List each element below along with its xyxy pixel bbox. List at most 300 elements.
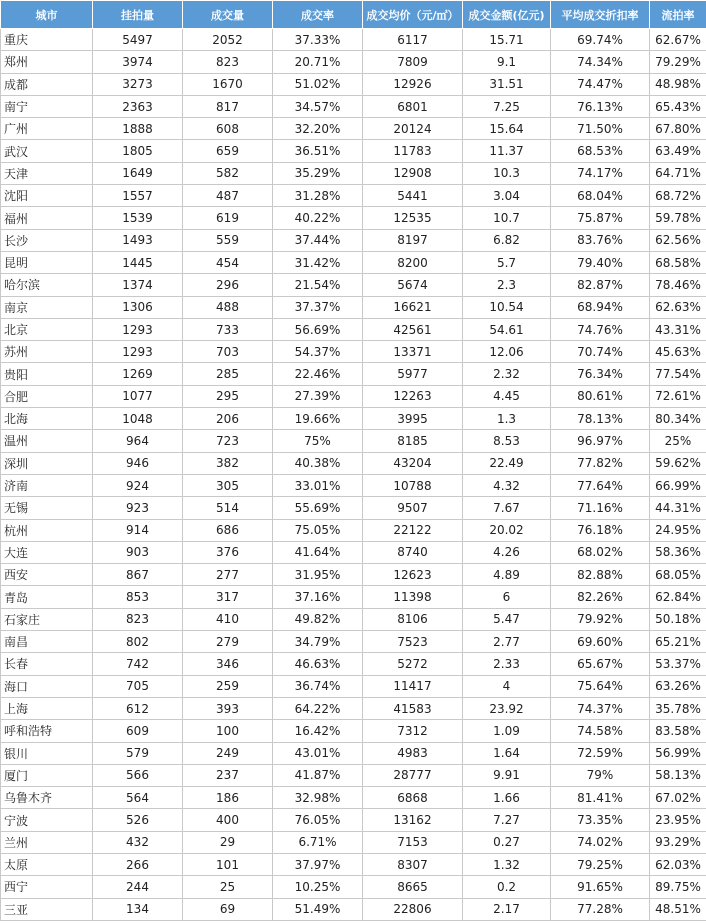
cell-avg-discount: 76.34%: [551, 363, 650, 385]
cell-sold-count: 2052: [183, 29, 273, 51]
cell-sale-rate: 37.16%: [273, 586, 363, 608]
cell-sale-rate: 21.54%: [273, 274, 363, 296]
cell-listed-count: 432: [93, 831, 183, 853]
cell-sale-rate: 75%: [273, 430, 363, 452]
cell-listed-count: 1293: [93, 341, 183, 363]
cell-avg-discount: 96.97%: [551, 430, 650, 452]
header-sold-count: 成交量: [183, 1, 273, 29]
cell-listed-count: 924: [93, 474, 183, 496]
cell-city: 三亚: [1, 898, 93, 920]
cell-turnover: 4: [463, 675, 551, 697]
table-row: [1, 675, 706, 697]
cell-avg-discount: 78.13%: [551, 408, 650, 430]
cell-city: 重庆: [1, 29, 93, 51]
cell-avg-discount: 81.41%: [551, 787, 650, 809]
cell-sale-rate: 34.79%: [273, 631, 363, 653]
cell-turnover: 15.64: [463, 118, 551, 140]
cell-listed-count: 266: [93, 853, 183, 875]
cell-unsold-rate: 66.99%: [650, 474, 706, 496]
cell-unsold-rate: 44.31%: [650, 497, 706, 519]
cell-listed-count: 946: [93, 452, 183, 474]
cell-unsold-rate: 45.63%: [650, 341, 706, 363]
cell-listed-count: 742: [93, 653, 183, 675]
cell-sold-count: 259: [183, 675, 273, 697]
cell-turnover: 31.51: [463, 73, 551, 95]
cell-avg-discount: 68.53%: [551, 140, 650, 162]
cell-unsold-rate: 43.31%: [650, 318, 706, 340]
cell-unsold-rate: 79.29%: [650, 51, 706, 73]
cell-sold-count: 206: [183, 408, 273, 430]
cell-avg-discount: 75.64%: [551, 675, 650, 697]
cell-avg-discount: 76.18%: [551, 519, 650, 541]
cell-avg-discount: 72.59%: [551, 742, 650, 764]
cell-avg-price: 12535: [363, 207, 463, 229]
cell-sold-count: 376: [183, 541, 273, 563]
header-avg-price: 成交均价（元/㎡）: [363, 1, 463, 29]
cell-turnover: 5.47: [463, 608, 551, 630]
cell-sale-rate: 6.71%: [273, 831, 363, 853]
cell-listed-count: 802: [93, 631, 183, 653]
table-row: [1, 274, 706, 296]
cell-sale-rate: 36.51%: [273, 140, 363, 162]
cell-city: 福州: [1, 207, 93, 229]
cell-sold-count: 296: [183, 274, 273, 296]
table-row: [1, 898, 706, 920]
table-row: [1, 541, 706, 563]
cell-turnover: 54.61: [463, 318, 551, 340]
cell-unsold-rate: 48.51%: [650, 898, 706, 920]
header-listed-count: 挂拍量: [93, 1, 183, 29]
cell-avg-discount: 73.35%: [551, 809, 650, 831]
cell-turnover: 6.82: [463, 229, 551, 251]
cell-sold-count: 454: [183, 251, 273, 273]
cell-avg-discount: 76.13%: [551, 95, 650, 117]
cell-avg-price: 11398: [363, 586, 463, 608]
cell-unsold-rate: 50.18%: [650, 608, 706, 630]
cell-turnover: 8.53: [463, 430, 551, 452]
table-row: [1, 653, 706, 675]
cell-sale-rate: 35.29%: [273, 162, 363, 184]
cell-avg-price: 8197: [363, 229, 463, 251]
cell-city: 无锡: [1, 497, 93, 519]
cell-sold-count: 249: [183, 742, 273, 764]
cell-sold-count: 29: [183, 831, 273, 853]
table-row: [1, 720, 706, 742]
cell-avg-price: 8200: [363, 251, 463, 273]
table-row: [1, 831, 706, 853]
cell-city: 天津: [1, 162, 93, 184]
cell-sale-rate: 40.22%: [273, 207, 363, 229]
cell-sold-count: 723: [183, 430, 273, 452]
header-avg-discount: 平均成交折扣率: [551, 1, 650, 29]
table-row: [1, 29, 706, 51]
cell-avg-price: 16621: [363, 296, 463, 318]
cell-listed-count: 612: [93, 697, 183, 719]
cell-unsold-rate: 58.36%: [650, 541, 706, 563]
cell-turnover: 3.04: [463, 185, 551, 207]
cell-sale-rate: 49.82%: [273, 608, 363, 630]
cell-listed-count: 526: [93, 809, 183, 831]
cell-city: 长沙: [1, 229, 93, 251]
cell-unsold-rate: 77.54%: [650, 363, 706, 385]
cell-turnover: 23.92: [463, 697, 551, 719]
cell-sold-count: 100: [183, 720, 273, 742]
cell-avg-price: 6117: [363, 29, 463, 51]
cell-listed-count: 5497: [93, 29, 183, 51]
cell-listed-count: 823: [93, 608, 183, 630]
cell-avg-price: 7312: [363, 720, 463, 742]
cell-sale-rate: 56.69%: [273, 318, 363, 340]
cell-turnover: 4.26: [463, 541, 551, 563]
cell-avg-price: 22806: [363, 898, 463, 920]
cell-listed-count: 914: [93, 519, 183, 541]
cell-listed-count: 1493: [93, 229, 183, 251]
cell-sold-count: 305: [183, 474, 273, 496]
cell-sale-rate: 34.57%: [273, 95, 363, 117]
table-body: [1, 29, 706, 921]
cell-turnover: 15.71: [463, 29, 551, 51]
cell-city: 大连: [1, 541, 93, 563]
cell-listed-count: 2363: [93, 95, 183, 117]
cell-unsold-rate: 89.75%: [650, 876, 706, 898]
cell-avg-price: 11417: [363, 675, 463, 697]
header-turnover: 成交金额(亿元): [463, 1, 551, 29]
table-row: [1, 296, 706, 318]
table-row: [1, 95, 706, 117]
cell-sold-count: 277: [183, 564, 273, 586]
cell-avg-price: 12908: [363, 162, 463, 184]
header-sale-rate: 成交率: [273, 1, 363, 29]
cell-city: 青岛: [1, 586, 93, 608]
cell-city: 西宁: [1, 876, 93, 898]
cell-listed-count: 923: [93, 497, 183, 519]
cell-city: 宁波: [1, 809, 93, 831]
table-row: [1, 341, 706, 363]
cell-avg-price: 8185: [363, 430, 463, 452]
table-row: [1, 408, 706, 430]
table-row: [1, 251, 706, 273]
cell-avg-discount: 74.37%: [551, 697, 650, 719]
cell-unsold-rate: 59.62%: [650, 452, 706, 474]
table-row: [1, 742, 706, 764]
cell-listed-count: 1306: [93, 296, 183, 318]
cell-city: 北海: [1, 408, 93, 430]
cell-sale-rate: 43.01%: [273, 742, 363, 764]
cell-avg-price: 13162: [363, 809, 463, 831]
cell-sale-rate: 37.44%: [273, 229, 363, 251]
cell-avg-discount: 77.82%: [551, 452, 650, 474]
cell-turnover: 2.33: [463, 653, 551, 675]
header-city: 城市: [1, 1, 93, 29]
cell-unsold-rate: 62.56%: [650, 229, 706, 251]
cell-city: 贵阳: [1, 363, 93, 385]
cell-turnover: 10.3: [463, 162, 551, 184]
cell-sold-count: 410: [183, 608, 273, 630]
cell-unsold-rate: 67.80%: [650, 118, 706, 140]
cell-city: 长春: [1, 653, 93, 675]
cell-listed-count: 1374: [93, 274, 183, 296]
cell-sold-count: 817: [183, 95, 273, 117]
cell-avg-price: 5977: [363, 363, 463, 385]
cell-city: 厦门: [1, 764, 93, 786]
cell-turnover: 9.91: [463, 764, 551, 786]
cell-avg-discount: 79.92%: [551, 608, 650, 630]
cell-turnover: 4.32: [463, 474, 551, 496]
cell-avg-discount: 79.40%: [551, 251, 650, 273]
table-row: [1, 519, 706, 541]
cell-sold-count: 69: [183, 898, 273, 920]
cell-turnover: 7.25: [463, 95, 551, 117]
cell-avg-price: 8307: [363, 853, 463, 875]
cell-sale-rate: 31.95%: [273, 564, 363, 586]
cell-unsold-rate: 58.13%: [650, 764, 706, 786]
cell-turnover: 2.17: [463, 898, 551, 920]
table-row: [1, 631, 706, 653]
table-row: [1, 608, 706, 630]
cell-avg-discount: 74.02%: [551, 831, 650, 853]
cell-unsold-rate: 72.61%: [650, 385, 706, 407]
cell-avg-price: 7809: [363, 51, 463, 73]
cell-listed-count: 903: [93, 541, 183, 563]
cell-city: 海口: [1, 675, 93, 697]
cell-unsold-rate: 68.05%: [650, 564, 706, 586]
cell-sold-count: 608: [183, 118, 273, 140]
cell-avg-discount: 82.26%: [551, 586, 650, 608]
table-row: [1, 586, 706, 608]
cell-turnover: 1.3: [463, 408, 551, 430]
cell-sale-rate: 31.28%: [273, 185, 363, 207]
cell-city: 合肥: [1, 385, 93, 407]
cell-sold-count: 285: [183, 363, 273, 385]
cell-city: 石家庄: [1, 608, 93, 630]
cell-listed-count: 1557: [93, 185, 183, 207]
cell-unsold-rate: 62.84%: [650, 586, 706, 608]
cell-listed-count: 3974: [93, 51, 183, 73]
cell-sale-rate: 37.97%: [273, 853, 363, 875]
cell-sold-count: 25: [183, 876, 273, 898]
cell-sold-count: 279: [183, 631, 273, 653]
cell-listed-count: 609: [93, 720, 183, 742]
cell-avg-price: 22122: [363, 519, 463, 541]
cell-listed-count: 134: [93, 898, 183, 920]
cell-turnover: 7.27: [463, 809, 551, 831]
cell-city: 乌鲁木齐: [1, 787, 93, 809]
cell-avg-price: 41583: [363, 697, 463, 719]
cell-avg-discount: 82.87%: [551, 274, 650, 296]
cell-unsold-rate: 53.37%: [650, 653, 706, 675]
cell-turnover: 7.67: [463, 497, 551, 519]
cell-sold-count: 659: [183, 140, 273, 162]
table-row: [1, 564, 706, 586]
cell-unsold-rate: 48.98%: [650, 73, 706, 95]
cell-unsold-rate: 83.58%: [650, 720, 706, 742]
cell-turnover: 10.54: [463, 296, 551, 318]
cell-sold-count: 703: [183, 341, 273, 363]
cell-listed-count: 1805: [93, 140, 183, 162]
cell-turnover: 0.2: [463, 876, 551, 898]
cell-city: 深圳: [1, 452, 93, 474]
cell-unsold-rate: 78.46%: [650, 274, 706, 296]
cell-avg-discount: 74.34%: [551, 51, 650, 73]
cell-sale-rate: 32.20%: [273, 118, 363, 140]
table-row: [1, 764, 706, 786]
cell-sale-rate: 41.87%: [273, 764, 363, 786]
cell-city: 苏州: [1, 341, 93, 363]
cell-turnover: 0.27: [463, 831, 551, 853]
cell-turnover: 4.45: [463, 385, 551, 407]
cell-turnover: 20.02: [463, 519, 551, 541]
cell-city: 南京: [1, 296, 93, 318]
cell-avg-discount: 77.28%: [551, 898, 650, 920]
cell-turnover: 2.32: [463, 363, 551, 385]
cell-sale-rate: 22.46%: [273, 363, 363, 385]
table-row: [1, 207, 706, 229]
cell-unsold-rate: 93.29%: [650, 831, 706, 853]
cell-city: 杭州: [1, 519, 93, 541]
cell-unsold-rate: 68.58%: [650, 251, 706, 273]
cell-listed-count: 564: [93, 787, 183, 809]
cell-avg-discount: 75.87%: [551, 207, 650, 229]
cell-avg-price: 8106: [363, 608, 463, 630]
cell-city: 兰州: [1, 831, 93, 853]
table-row: [1, 497, 706, 519]
cell-avg-price: 5674: [363, 274, 463, 296]
cell-turnover: 12.06: [463, 341, 551, 363]
cell-listed-count: 1539: [93, 207, 183, 229]
cell-avg-discount: 68.02%: [551, 541, 650, 563]
cell-sale-rate: 27.39%: [273, 385, 363, 407]
cell-turnover: 10.7: [463, 207, 551, 229]
cell-listed-count: 1077: [93, 385, 183, 407]
cell-unsold-rate: 25%: [650, 430, 706, 452]
cell-avg-price: 12926: [363, 73, 463, 95]
cell-listed-count: 579: [93, 742, 183, 764]
cell-avg-price: 4983: [363, 742, 463, 764]
cell-sold-count: 514: [183, 497, 273, 519]
cell-sale-rate: 10.25%: [273, 876, 363, 898]
cell-unsold-rate: 63.49%: [650, 140, 706, 162]
table-row: [1, 185, 706, 207]
cell-avg-discount: 83.76%: [551, 229, 650, 251]
cell-turnover: 9.1: [463, 51, 551, 73]
table-row: [1, 162, 706, 184]
table-row: [1, 140, 706, 162]
cell-avg-discount: 74.17%: [551, 162, 650, 184]
table-row: [1, 318, 706, 340]
cell-avg-discount: 79.25%: [551, 853, 650, 875]
table-row: [1, 430, 706, 452]
cell-unsold-rate: 62.67%: [650, 29, 706, 51]
cell-unsold-rate: 35.78%: [650, 697, 706, 719]
cell-sold-count: 733: [183, 318, 273, 340]
cell-sale-rate: 75.05%: [273, 519, 363, 541]
cell-city: 哈尔滨: [1, 274, 93, 296]
cell-sold-count: 823: [183, 51, 273, 73]
cell-avg-price: 3995: [363, 408, 463, 430]
cell-unsold-rate: 62.03%: [650, 853, 706, 875]
cell-city: 温州: [1, 430, 93, 452]
cell-avg-discount: 71.16%: [551, 497, 650, 519]
cell-city: 银川: [1, 742, 93, 764]
cell-sold-count: 382: [183, 452, 273, 474]
cell-city: 沈阳: [1, 185, 93, 207]
table-row: [1, 876, 706, 898]
cell-sold-count: 686: [183, 519, 273, 541]
cell-sold-count: 1670: [183, 73, 273, 95]
cell-avg-price: 12263: [363, 385, 463, 407]
cell-avg-discount: 71.50%: [551, 118, 650, 140]
header-unsold-rate: 流拍率: [650, 1, 706, 29]
cell-unsold-rate: 65.43%: [650, 95, 706, 117]
cell-avg-discount: 91.65%: [551, 876, 650, 898]
cell-avg-price: 10788: [363, 474, 463, 496]
cell-sold-count: 237: [183, 764, 273, 786]
cell-avg-price: 9507: [363, 497, 463, 519]
cell-turnover: 2.77: [463, 631, 551, 653]
table-row: [1, 474, 706, 496]
cell-listed-count: 1269: [93, 363, 183, 385]
cell-city: 北京: [1, 318, 93, 340]
cell-avg-discount: 79%: [551, 764, 650, 786]
cell-city: 太原: [1, 853, 93, 875]
table-row: [1, 118, 706, 140]
cell-avg-price: 6801: [363, 95, 463, 117]
cell-avg-price: 11783: [363, 140, 463, 162]
cell-turnover: 5.7: [463, 251, 551, 273]
cell-listed-count: 244: [93, 876, 183, 898]
cell-avg-discount: 68.94%: [551, 296, 650, 318]
cell-listed-count: 1293: [93, 318, 183, 340]
table-row: [1, 452, 706, 474]
cell-unsold-rate: 23.95%: [650, 809, 706, 831]
cell-unsold-rate: 67.02%: [650, 787, 706, 809]
cell-turnover: 1.32: [463, 853, 551, 875]
cell-sale-rate: 40.38%: [273, 452, 363, 474]
cell-avg-discount: 70.74%: [551, 341, 650, 363]
table-row: [1, 697, 706, 719]
cell-avg-price: 7523: [363, 631, 463, 653]
cell-sale-rate: 41.64%: [273, 541, 363, 563]
cell-sale-rate: 51.49%: [273, 898, 363, 920]
cell-avg-price: 43204: [363, 452, 463, 474]
cell-sale-rate: 19.66%: [273, 408, 363, 430]
cell-city: 昆明: [1, 251, 93, 273]
table-row: [1, 787, 706, 809]
cell-sold-count: 488: [183, 296, 273, 318]
cell-sale-rate: 46.63%: [273, 653, 363, 675]
cell-sale-rate: 37.37%: [273, 296, 363, 318]
cell-listed-count: 1445: [93, 251, 183, 273]
cell-turnover: 6: [463, 586, 551, 608]
cell-city: 西安: [1, 564, 93, 586]
cell-sale-rate: 37.33%: [273, 29, 363, 51]
cell-avg-price: 42561: [363, 318, 463, 340]
cell-sold-count: 619: [183, 207, 273, 229]
cell-sold-count: 487: [183, 185, 273, 207]
cell-listed-count: 853: [93, 586, 183, 608]
cell-unsold-rate: 68.72%: [650, 185, 706, 207]
cell-listed-count: 1888: [93, 118, 183, 140]
cell-avg-price: 8740: [363, 541, 463, 563]
cell-city: 成都: [1, 73, 93, 95]
cell-city: 武汉: [1, 140, 93, 162]
cell-avg-discount: 82.88%: [551, 564, 650, 586]
cell-sold-count: 317: [183, 586, 273, 608]
table-row: [1, 73, 706, 95]
cell-sale-rate: 32.98%: [273, 787, 363, 809]
cell-sale-rate: 76.05%: [273, 809, 363, 831]
cell-city: 济南: [1, 474, 93, 496]
